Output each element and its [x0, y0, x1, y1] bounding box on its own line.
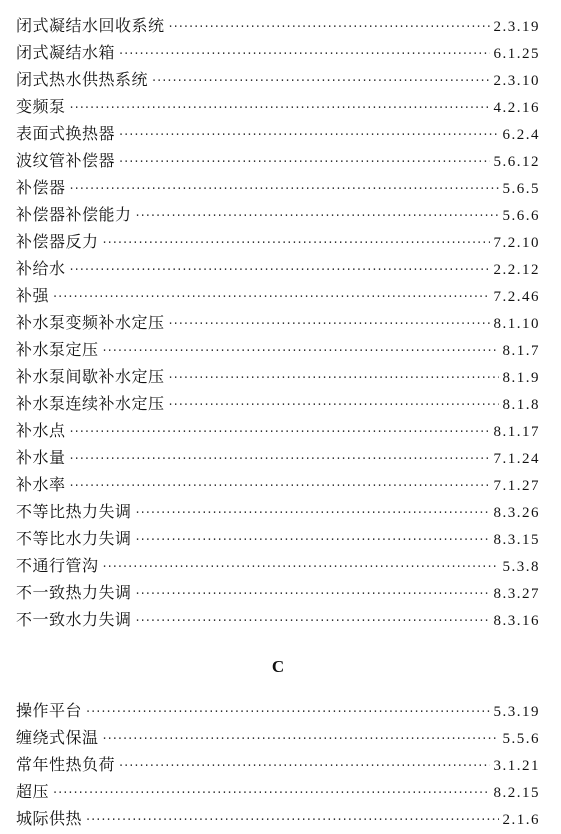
section-reference: 5.3.19	[493, 704, 540, 720]
section-reference: 5.5.6	[502, 731, 540, 747]
index-entry	[16, 174, 540, 201]
index-entry	[16, 579, 540, 606]
dot-leader	[169, 14, 490, 41]
index-entry	[16, 39, 540, 66]
section-reference: 8.1.8	[502, 397, 540, 413]
section-reference: 2.2.12	[493, 262, 540, 278]
index-term: 闭式凝结水箱	[16, 43, 116, 62]
dot-leader	[136, 581, 490, 608]
dot-leader	[86, 699, 489, 726]
index-entry	[16, 697, 540, 724]
index-entry	[16, 417, 540, 444]
index-entry	[16, 120, 540, 147]
index-term: 补水量	[16, 448, 66, 467]
index-term: 变频泵	[16, 97, 66, 116]
dot-leader	[70, 95, 490, 122]
index-term: 补水泵变频补水定压	[16, 313, 165, 332]
index-entry	[16, 390, 540, 417]
section-reference: 5.6.5	[502, 181, 540, 197]
section-reference: 8.1.17	[493, 424, 540, 440]
section-reference: 3.1.21	[493, 758, 540, 774]
section-reference: 8.1.9	[502, 370, 540, 386]
dot-leader	[70, 473, 490, 500]
dot-leader	[53, 780, 489, 807]
dot-leader	[119, 149, 489, 176]
index-term: 补偿器反力	[16, 232, 99, 251]
dot-leader	[136, 608, 490, 635]
index-entry	[16, 93, 540, 120]
dot-leader	[70, 257, 490, 284]
index-term: 城际供热	[16, 809, 83, 828]
dot-leader	[119, 753, 489, 780]
index-entry	[16, 751, 540, 778]
section-reference: 8.2.15	[493, 785, 540, 801]
index-page	[16, 12, 540, 832]
index-entry	[16, 66, 540, 93]
index-entry	[16, 778, 540, 805]
index-term: 补水泵间歇补水定压	[16, 367, 165, 386]
index-term: 补偿器补偿能力	[16, 205, 132, 224]
dot-leader	[53, 284, 489, 311]
section-reference: 6.2.4	[502, 127, 540, 143]
dot-leader	[103, 726, 499, 753]
section-reference: 2.1.6	[502, 812, 540, 828]
dot-leader	[169, 311, 490, 338]
section-reference: 8.1.7	[502, 343, 540, 359]
dot-leader	[70, 446, 490, 473]
index-entry	[16, 228, 540, 255]
index-term: 补偿器	[16, 178, 66, 197]
index-term: 波纹管补偿器	[16, 151, 116, 170]
section-reference: 8.3.15	[493, 532, 540, 548]
dot-leader	[136, 527, 490, 554]
index-term: 不等比热力失调	[16, 502, 132, 521]
index-term: 不通行管沟	[16, 556, 99, 575]
dot-leader	[119, 41, 489, 68]
section-reference: 7.1.27	[493, 478, 540, 494]
index-term: 补水点	[16, 421, 66, 440]
dot-leader	[103, 230, 490, 257]
index-entry	[16, 147, 540, 174]
dot-leader	[103, 554, 499, 581]
index-term: 补给水	[16, 259, 66, 278]
section-reference: 7.2.10	[493, 235, 540, 251]
section-reference: 7.2.46	[493, 289, 540, 305]
index-list-c	[16, 697, 540, 832]
index-entry	[16, 309, 540, 336]
index-entry	[16, 336, 540, 363]
index-entry	[16, 724, 540, 751]
section-reference: 8.1.10	[493, 316, 540, 332]
index-term: 操作平台	[16, 701, 83, 720]
index-entry	[16, 12, 540, 39]
dot-leader	[136, 500, 490, 527]
index-entry	[16, 606, 540, 633]
index-term: 不一致水力失调	[16, 610, 132, 629]
index-term: 补水泵连续补水定压	[16, 394, 165, 413]
section-reference: 2.3.19	[493, 19, 540, 35]
section-reference: 5.6.6	[502, 208, 540, 224]
index-entry	[16, 255, 540, 282]
index-entry	[16, 525, 540, 552]
index-term: 不等比水力失调	[16, 529, 132, 548]
index-term: 补水率	[16, 475, 66, 494]
index-entry	[16, 282, 540, 309]
index-term: 补强	[16, 286, 50, 305]
dot-leader	[70, 419, 490, 446]
section-heading: C	[271, 657, 285, 676]
section-reference: 7.1.24	[493, 451, 540, 467]
section-reference: 6.1.25	[493, 46, 540, 62]
index-term: 补水泵定压	[16, 340, 99, 359]
index-term: 常年性热负荷	[16, 755, 116, 774]
index-term: 表面式换热器	[16, 124, 116, 143]
section-reference: 5.6.12	[493, 154, 540, 170]
index-term: 闭式热水供热系统	[16, 70, 149, 89]
index-entry	[16, 471, 540, 498]
index-term: 缠绕式保温	[16, 728, 99, 747]
dot-leader	[136, 203, 499, 230]
index-entry	[16, 363, 540, 390]
section-reference: 8.3.16	[493, 613, 540, 629]
section-reference: 8.3.26	[493, 505, 540, 521]
section-reference: 5.3.8	[502, 559, 540, 575]
dot-leader	[169, 365, 499, 392]
section-reference: 8.3.27	[493, 586, 540, 602]
dot-leader	[86, 807, 498, 834]
dot-leader	[70, 176, 499, 203]
section-reference: 4.2.16	[493, 100, 540, 116]
index-term: 不一致热力失调	[16, 583, 132, 602]
index-entry	[16, 444, 540, 471]
dot-leader	[119, 122, 498, 149]
index-entry	[16, 805, 540, 832]
index-entry	[16, 201, 540, 228]
dot-leader	[152, 68, 489, 95]
index-list-b	[16, 12, 540, 633]
section-reference: 2.3.10	[493, 73, 540, 89]
dot-leader	[103, 338, 499, 365]
index-entry	[16, 552, 540, 579]
index-term: 超压	[16, 782, 50, 801]
index-term: 闭式凝结水回收系统	[16, 16, 165, 35]
index-entry	[16, 498, 540, 525]
dot-leader	[169, 392, 499, 419]
